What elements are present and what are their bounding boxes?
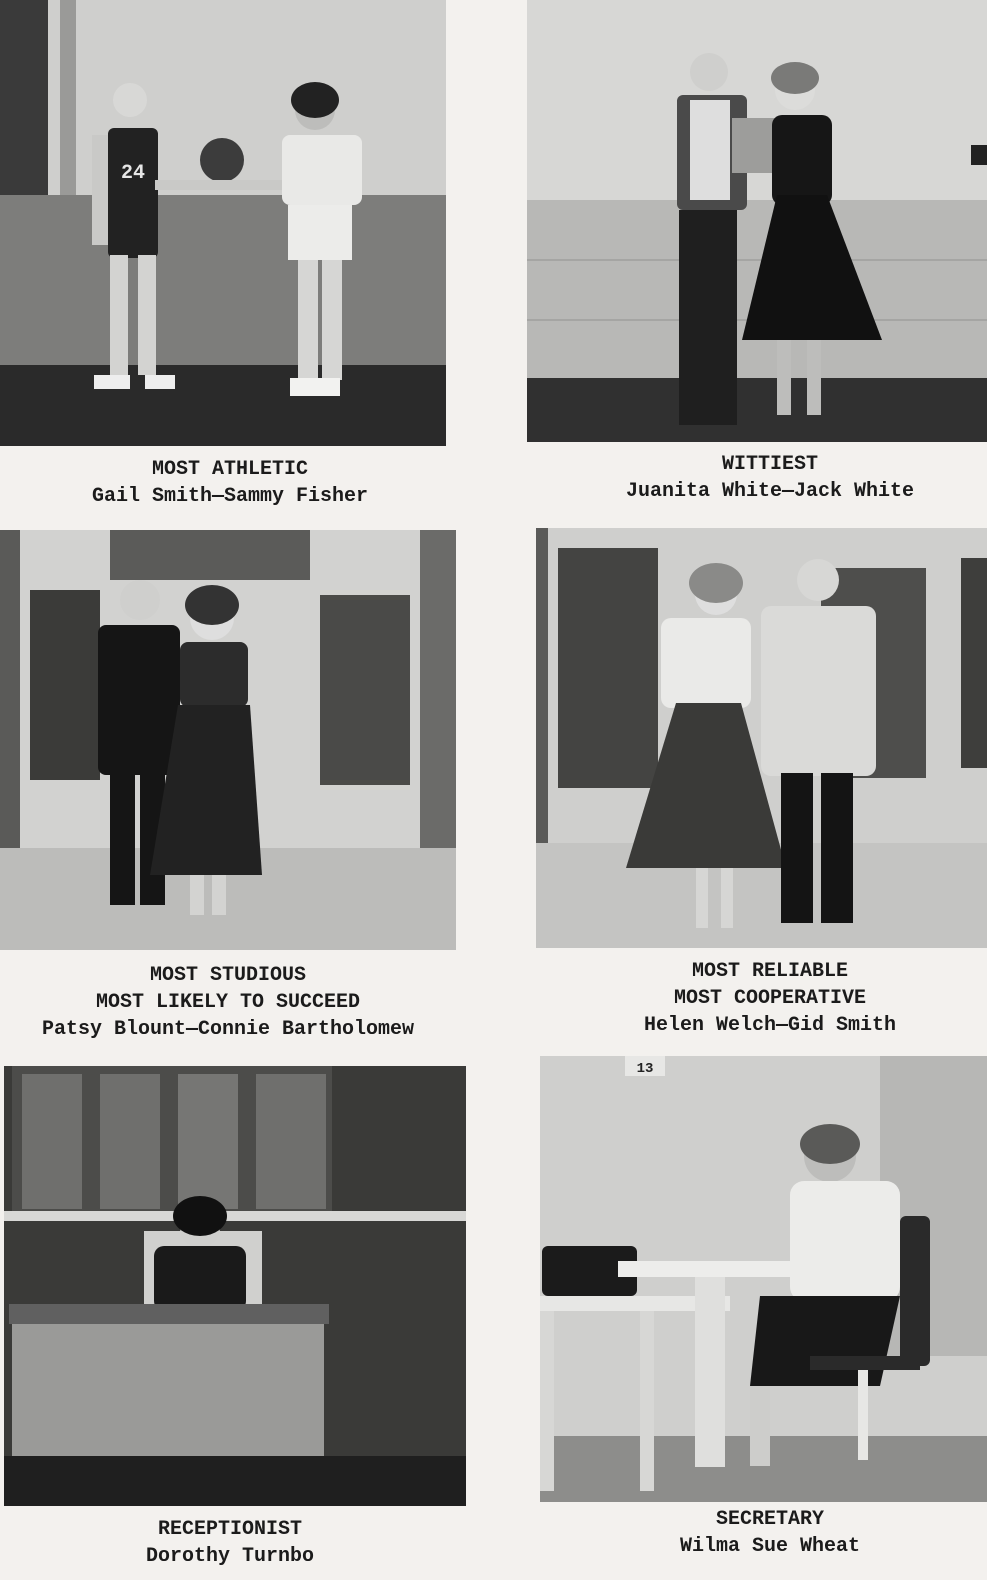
caption-names: Wilma Sue Wheat bbox=[679, 1535, 861, 1558]
caption-most-athletic bbox=[20, 456, 440, 510]
caption-title: RECEPTIONIST bbox=[157, 1518, 303, 1541]
caption-title-1: MOST RELIABLE bbox=[691, 960, 849, 983]
wall-number: 13 bbox=[636, 1061, 654, 1077]
caption-secretary bbox=[560, 1506, 980, 1560]
caption-title-2: MOST LIKELY TO SUCCEED bbox=[95, 991, 361, 1014]
photo-most-studious bbox=[0, 530, 456, 950]
caption-wittiest bbox=[560, 451, 980, 505]
caption-names: Juanita White—Jack White bbox=[625, 480, 915, 503]
caption-most-reliable bbox=[560, 958, 980, 1039]
caption-title-1: MOST STUDIOUS bbox=[149, 964, 307, 987]
jersey-number: 24 bbox=[120, 162, 146, 185]
photo-wittiest bbox=[527, 0, 987, 442]
photo-most-athletic bbox=[0, 0, 446, 446]
caption-names: Gail Smith—Sammy Fisher bbox=[91, 485, 369, 508]
caption-names: Patsy Blount—Connie Bartholomew bbox=[41, 1018, 415, 1041]
caption-title: MOST ATHLETIC bbox=[151, 458, 309, 481]
caption-title: WITTIEST bbox=[721, 453, 818, 476]
photo-most-reliable bbox=[536, 528, 987, 948]
caption-title: SECRETARY bbox=[715, 1508, 825, 1531]
caption-title-2: MOST COOPERATIVE bbox=[673, 987, 867, 1010]
caption-most-studious bbox=[0, 962, 456, 1043]
photo-secretary bbox=[540, 1056, 987, 1502]
caption-names: Helen Welch—Gid Smith bbox=[643, 1014, 897, 1037]
photo-receptionist bbox=[4, 1066, 466, 1506]
caption-receptionist bbox=[20, 1516, 440, 1570]
caption-names: Dorothy Turnbo bbox=[145, 1545, 315, 1568]
